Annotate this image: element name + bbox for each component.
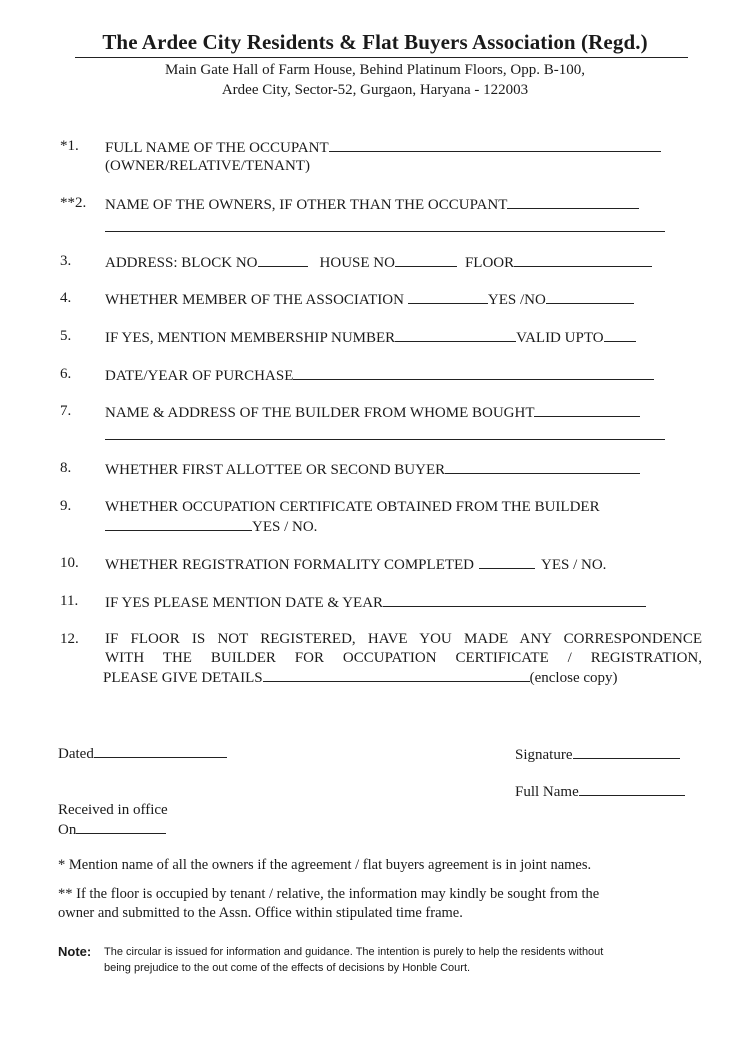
address-line-2: Ardee City, Sector-52, Gurgaon, Haryana - 122003 bbox=[221, 82, 529, 98]
item-1-sublabel: (OWNER/RELATIVE/TENANT) bbox=[105, 158, 310, 174]
footnote-2-line-1: ** If the floor is occupied by tenant / relative, the information may kindly be sought from the bbox=[58, 886, 600, 902]
note-line-1: The circular is issued for information and guidance. The intention is purely to help the residents without bbox=[104, 946, 604, 958]
item-12-line-3: PLEASE GIVE DETAILS bbox=[103, 670, 263, 686]
note-label: Note: bbox=[58, 944, 92, 959]
correspondence-details-field[interactable] bbox=[263, 668, 530, 682]
dated-field[interactable] bbox=[94, 744, 227, 758]
owners-name-field-line-2[interactable] bbox=[105, 231, 665, 232]
item-4-number: 4. bbox=[60, 290, 72, 306]
item-4-row bbox=[105, 290, 634, 309]
house-no-label: HOUSE NO bbox=[319, 255, 395, 271]
item-8-number: 8. bbox=[60, 460, 72, 476]
member-yes-no: YES /NO bbox=[487, 292, 546, 308]
item-4-label: WHETHER MEMBER OF THE ASSOCIATION bbox=[105, 292, 404, 308]
membership-number-field[interactable] bbox=[395, 328, 516, 342]
item-10-number: 10. bbox=[60, 555, 79, 571]
received-on-field[interactable] bbox=[76, 820, 166, 834]
item-1-row bbox=[105, 138, 661, 157]
footnote-2-line-2: owner and submitted to the Assn. Office within stipulated time frame. bbox=[58, 905, 463, 921]
on-label: On bbox=[58, 822, 77, 838]
item-7-number: 7. bbox=[60, 403, 72, 419]
item-9-yes-no: YES / NO. bbox=[252, 519, 318, 535]
item-12-line-2: WITH THE BUILDER FOR OCCUPATION CERTIFICATE / REGISTRATION, bbox=[105, 650, 702, 666]
full-name-label: Full Name bbox=[515, 784, 579, 800]
valid-upto-field[interactable] bbox=[604, 328, 636, 342]
floor-label: FLOOR bbox=[464, 255, 515, 271]
block-no-field[interactable] bbox=[258, 253, 308, 267]
item-10-yes-no: YES / NO. bbox=[541, 557, 607, 573]
item-7-label: NAME & ADDRESS OF THE BUILDER FROM WHOME BOUGHT bbox=[105, 405, 535, 421]
member-field[interactable] bbox=[408, 290, 488, 304]
item-5-row bbox=[105, 328, 636, 347]
signature-row bbox=[515, 745, 680, 764]
owners-name-field[interactable] bbox=[507, 195, 639, 209]
item-12-line-1: IF FLOOR IS NOT REGISTERED, HAVE YOU MADE ANY CORRESPONDENCE bbox=[105, 631, 702, 647]
builder-name-field[interactable] bbox=[534, 403, 640, 417]
registration-field[interactable] bbox=[479, 555, 535, 569]
item-12-row-3 bbox=[103, 668, 618, 687]
item-11-row bbox=[105, 593, 646, 612]
item-9-label: WHETHER OCCUPATION CERTIFICATE OBTAINED FROM THE BUILDER bbox=[105, 499, 600, 515]
full-name-field[interactable] bbox=[579, 782, 685, 796]
item-11-label: IF YES PLEASE MENTION DATE & YEAR bbox=[105, 595, 384, 611]
footnote-1: * Mention name of all the owners if the agreement / flat buyers agreement is in joint names. bbox=[58, 857, 592, 873]
item-12-number: 12. bbox=[60, 631, 79, 647]
builder-address-field-line-2[interactable] bbox=[105, 439, 665, 440]
address-line-1: Main Gate Hall of Farm House, Behind Platinum Floors, Opp. B-100, bbox=[165, 62, 585, 78]
received-in-office-label: Received in office bbox=[58, 802, 168, 818]
item-2-number: **2. bbox=[60, 195, 87, 211]
item-9-number: 9. bbox=[60, 498, 72, 514]
item-9-row-2 bbox=[105, 517, 317, 536]
received-on-row bbox=[58, 820, 166, 839]
item-6-number: 6. bbox=[60, 366, 72, 382]
item-7-row bbox=[105, 403, 640, 422]
note-line-2: being prejudice to the out come of the effects of decisions by Honble Court. bbox=[104, 962, 471, 974]
house-no-field[interactable] bbox=[395, 253, 457, 267]
block-no-label: ADDRESS: BLOCK NO bbox=[105, 255, 258, 271]
full-name-row bbox=[515, 782, 685, 801]
item-8-row bbox=[105, 460, 640, 479]
item-10-row bbox=[105, 555, 606, 574]
item-6-row bbox=[105, 366, 654, 385]
member-yes-no-field[interactable] bbox=[546, 290, 634, 304]
item-1-number: *1. bbox=[60, 138, 79, 154]
item-3-row bbox=[105, 253, 652, 272]
item-1-label: FULL NAME OF THE OCCUPANT bbox=[105, 140, 329, 156]
item-11-number: 11. bbox=[60, 593, 79, 609]
page-title: The Ardee City Residents & Flat Buyers Association (Regd.) bbox=[102, 30, 648, 54]
item-2-label: NAME OF THE OWNERS, IF OTHER THAN THE OCCUPANT bbox=[105, 197, 508, 213]
item-5-number: 5. bbox=[60, 328, 72, 344]
dated-row bbox=[58, 744, 227, 763]
item-8-label: WHETHER FIRST ALLOTTEE OR SECOND BUYER bbox=[105, 462, 446, 478]
item-6-label: DATE/YEAR OF PURCHASE bbox=[105, 368, 294, 384]
item-3-number: 3. bbox=[60, 253, 72, 269]
occupant-name-field[interactable] bbox=[329, 138, 661, 152]
enclose-copy-label: (enclose copy) bbox=[529, 670, 618, 686]
registration-date-field[interactable] bbox=[383, 593, 646, 607]
signature-field[interactable] bbox=[573, 745, 680, 759]
item-10-label: WHETHER REGISTRATION FORMALITY COMPLETED bbox=[105, 557, 475, 573]
allottee-field[interactable] bbox=[445, 460, 640, 474]
purchase-date-field[interactable] bbox=[293, 366, 654, 380]
occupation-certificate-field[interactable] bbox=[105, 517, 252, 531]
floor-field[interactable] bbox=[514, 253, 652, 267]
valid-upto-label: VALID UPTO bbox=[516, 330, 604, 346]
dated-label: Dated bbox=[58, 746, 94, 762]
item-2-row bbox=[105, 195, 639, 214]
item-5-label: IF YES, MENTION MEMBERSHIP NUMBER bbox=[105, 330, 396, 346]
signature-label: Signature bbox=[515, 747, 573, 763]
title-underline bbox=[75, 57, 688, 58]
